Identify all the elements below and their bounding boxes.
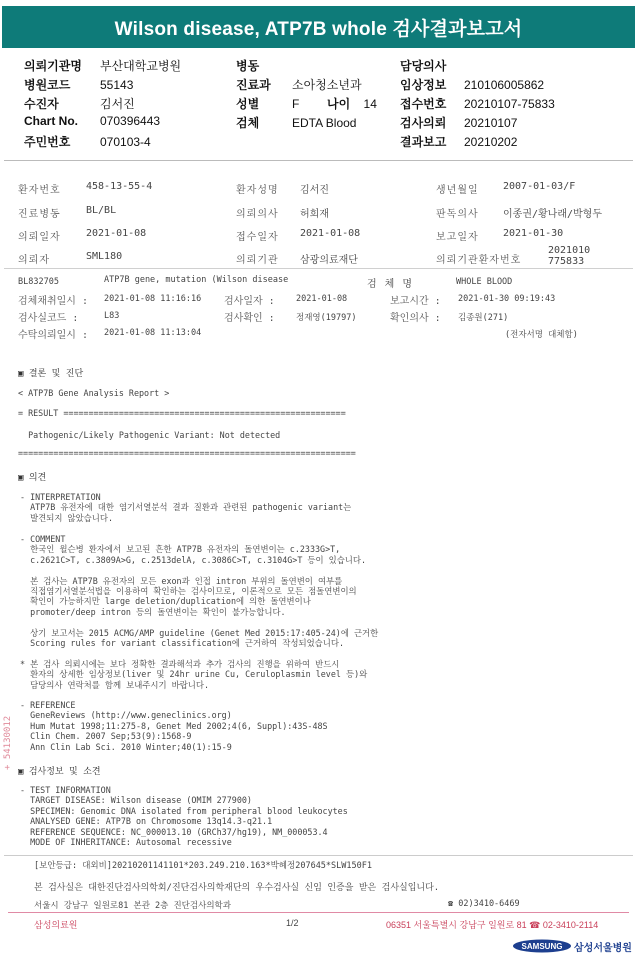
patient-field-value: 2021-01-30 [503,228,564,239]
specimen-label: 검 체 명 [367,279,414,290]
header-field-label: 접수번호 [400,97,447,111]
patient-field-label: 생년월일 [436,185,479,196]
footer-address: 06351 서울특별시 강남구 일원로 81 ☎ 02-3410-2114 [386,920,599,930]
header-field-value: 20210107 [464,116,518,130]
specimen-value: WHOLE BLOOD [456,277,513,287]
header-field [24,114,160,128]
header-field [24,95,135,112]
patient-field-value: 458-13-55-4 [86,181,153,192]
header-field-value: EDTA Blood [292,116,357,130]
test-name: ATP7B gene, mutation (Wilson disease [104,275,289,285]
test-field-label: 보고시간 : [390,296,441,307]
header-field-value: 070103-4 [100,135,151,149]
header-field-value: 210106005862 [464,78,545,92]
header-field [400,95,555,112]
test-field-value: 정재영(19797) [296,313,357,323]
header-field-value: 070396443 [100,114,161,128]
header-field-value: 20210202 [464,135,518,149]
header-field [400,57,464,74]
patient-field-label: 접수일자 [236,232,279,243]
patient-field-label: 판독의사 [436,209,479,220]
test-field-label: 확인의사 : [390,313,441,324]
test-field-value: 2021-01-08 [296,294,348,304]
patient-field-value: 허희재 [300,209,329,220]
header-field [400,76,544,93]
age-field [327,95,377,112]
test-field-value: 2021-01-08 11:16:16 [104,294,202,304]
header-field [24,133,151,150]
header-field-label: 성별 [236,97,260,111]
divider [4,268,633,269]
patient-field-label: 의뢰자 [18,255,50,266]
footer-divider [8,912,629,913]
test-information-block: - TEST INFORMATION TARGET DISEASE: Wilson disease (OMIM 277900) SPECIMEN: Genomic DNA isolated from peripheral blood leukocytes ANALYSED GENE: ATP7B on Chromosome 13q14.3-q21.1 REFERENCE SEQUENCE: NC_000013.10 (GRCh37/hg19), NM_000053.4 MODE OF INHERITANCE: Autosomal recessive [20,785,348,848]
patient-field-value: BL/BL [86,205,117,216]
section-testinfo-heading: ▣ 검사정보 및 소견 [18,767,101,777]
header-field-label: 결과보고 [400,135,447,149]
age-value: 14 [363,97,377,111]
header-field-label: 주민번호 [24,135,71,149]
patient-field-value: 2021-01-08 [300,228,361,239]
header-field-label: 병원코드 [24,78,71,92]
test-field-label: 검사확인 : [224,313,275,324]
side-barcode-number: + 54130012 [3,715,13,770]
divider [4,855,633,856]
patient-field-label: 진료병동 [18,209,61,220]
rule-line: =================================================================== [18,448,356,458]
header-field-label: 검체 [236,116,260,130]
section-conclusion-heading: ▣ 결론 및 진단 [18,369,84,379]
header-field-value: 20210107-75833 [464,97,555,111]
patient-field-label: 의뢰일자 [18,232,61,243]
header-field-value: 김서진 [100,97,135,111]
patient-field-label: 의뢰의사 [236,209,279,220]
patient-field-value: 이종권/황나래/박형두 [503,209,602,220]
certification-text: 본 검사실은 대한진단검사의학회/진단검사의학재단의 우수검사실 신임 인증을 받은 검사실입니다. [34,883,440,893]
patient-field-value: SML180 [86,251,123,262]
test-field-value: 2021-01-30 09:19:43 [458,294,556,304]
header-field [236,76,362,93]
header-field-label: Chart No. [24,114,78,128]
patient-field-label: 의뢰기관 [236,255,279,266]
logo-brand: SAMSUNG [521,942,563,951]
page-number: 1/2 [286,918,299,928]
result-rule: = RESULT ======================================================== [18,408,346,418]
test-field-label: 검사일자 : [224,296,275,307]
result-text: Pathogenic/Likely Pathogenic Variant: Not detected [18,430,281,440]
samsung-hospital-logo [512,936,630,958]
header-field-label: 진료과 [236,78,271,92]
test-code: BL832705 [18,277,59,287]
patient-field-value: 2021-01-08 [86,228,147,239]
header-field [24,57,181,74]
header-field-value: F [292,97,300,111]
interpretation-block: - INTERPRETATION ATP7B 유전자에 대한 염기서열분석 결과 질환과 관련된 pathogenic variant는 발견되지 않았습니다. [20,492,352,523]
header-field [24,76,133,93]
print-info: [보안등급: 대외비]20210201141101*203.249.210.163*박혜정207645*SLW150F1 [34,861,372,871]
header-field [236,114,356,131]
header-field-value: 부산대학교병원 [100,59,182,73]
header-field-label: 병동 [236,59,260,73]
divider [4,160,633,161]
footer-left: 삼성의료원 [34,920,78,930]
header-field-value: 소아청소년과 [292,78,362,92]
patient-field-value: 2021010775833 [548,245,591,267]
age-label: 나이 [327,97,351,111]
test-field-value: L83 [104,311,120,321]
patient-field-label: 보고일자 [436,232,479,243]
patient-field-value: 김서진 [300,185,329,196]
lab-phone: ☎ 02)3410-6469 [448,899,520,909]
lab-address: 서울시 강남구 일원로81 본관 2층 진단검사의학과 [34,901,231,911]
test-field-label: 검사실코드 : [18,313,79,324]
patient-field-value: 2007-01-03/F [503,181,576,192]
header-field-label: 의뢰기관명 [24,59,82,73]
header-field [236,95,299,112]
section-opinion-heading: ▣ 의견 [18,473,47,483]
test-field-value: 김종원(271) [458,313,509,323]
logo-name: 삼성서울병원 [574,943,632,954]
analysis-report-title: < ATP7B Gene Analysis Report > [18,388,170,398]
header-field-label: 검사의뢰 [400,116,447,130]
header-field-label: 담당의사 [400,59,447,73]
patient-field-value: 삼광의료재단 [300,255,358,266]
test-field-label: 수탁의뢰일시 : [18,330,89,341]
test-field-value: 2021-01-08 11:13:04 [104,328,202,338]
test-field-value: (전자서명 대체함) [505,330,578,340]
header-field [400,133,517,150]
patient-field-label: 환자번호 [18,185,61,196]
header-field-value: 55143 [100,78,134,92]
header-field [236,57,292,74]
samsung-wordmark-icon [512,939,572,953]
test-field-label: 검체채취일시 : [18,296,89,307]
patient-field-label: 환자성명 [236,185,279,196]
header-field-label: 임상정보 [400,78,447,92]
comment-block: - COMMENT 한국인 윌슨병 환자에서 보고된 흔한 ATP7B 유전자의 돌연변이는 c.2333G>T, c.2621C>T, c.3809A>G, c.2513delA, c.3086C>T, c.3104G>T 등이 있습니다. 본 검사는 ATP7B 유전자의 모든 exon과 인접 intron 부위의 돌연변이 여부를 직접염기서열분석법을 이용하여 확인하는 검사이므로, 이론적으로 모든 점돌연변이의 확인이 가능하지만 large deletion/duplication에 의한 돌연변이나 promoter/deep intron 등의 돌연변이는 확인이 불가능합니다. 상기 보고서는 2015 ACMG/AMP guideline (Genet Med 2015:17:405-24)에 근거한 Scoring rules for variant classification에 근거하여 작성되었습니다. * 본 검사 의뢰시에는 보다 정확한 결과해석과 추가 검사의 진행을 위하여 반드시 환자의 상세한 임상정보(liver 및 24hr urine Cu, Ceruloplasmin level 등)와 담당의사 연락처를 함께 보내주시기 바랍니다. [20,534,379,690]
header-field-label: 수진자 [24,97,59,111]
reference-block: - REFERENCE GeneReviews (http://www.geneclinics.org) Hum Mutat 1998;11:275-8, Genet Med 2002;4(6, Suppl):43S-48S Clin Chem. 2007 Sep;53(9):1568-9 Ann Clin Lab Sci. 2010 Winter;40(1):15-9 [20,700,328,752]
report-title: Wilson disease, ATP7B whole 검사결과보고서 [2,6,635,48]
patient-field-label: 의뢰기관환자번호 [436,255,522,266]
header-field [400,114,517,131]
